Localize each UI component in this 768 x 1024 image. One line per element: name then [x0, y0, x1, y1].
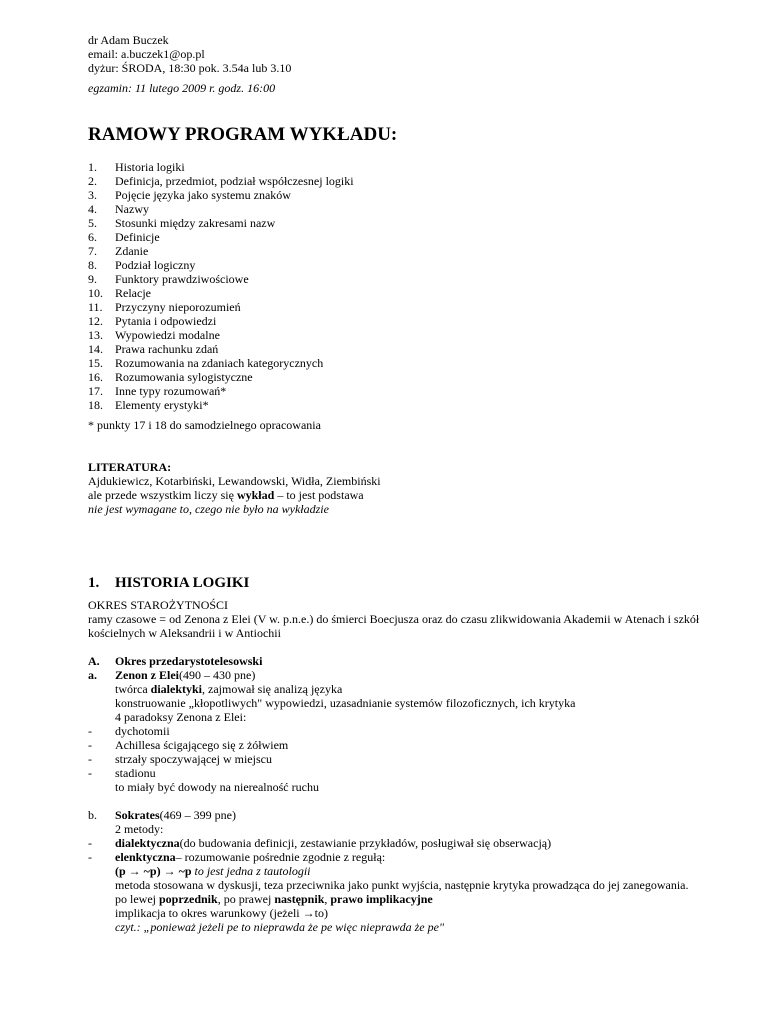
program-item-label: Funktory prawdziwościowe — [115, 272, 249, 286]
sokrates-methods: 2 metody: — [115, 822, 164, 836]
paradox-dash: - — [88, 724, 92, 738]
paradox-item — [88, 766, 708, 780]
zenon-l1-after: , zajmował się analizą języka — [202, 682, 343, 696]
paradox-label: strzały spoczywającej w miejscu — [115, 752, 272, 766]
program-item-label: Wypowiedzi modalne — [115, 328, 220, 342]
program-item-label: Stosunki między zakresami nazw — [115, 216, 276, 230]
program-item-label: Nazwy — [115, 202, 149, 216]
program-item-label: Rozumowania sylogistyczne — [115, 370, 253, 384]
method-2 — [88, 850, 708, 864]
program-item-number: 17. — [88, 384, 103, 398]
program-item-number: 13. — [88, 328, 103, 342]
section-number: 1. — [88, 575, 100, 591]
paradox-item — [88, 724, 708, 738]
program-item — [88, 300, 708, 314]
zenon-l1-bold: dialektyki — [150, 682, 203, 696]
zenon-l1-before: twórca — [115, 682, 151, 696]
program-item-number: 4. — [88, 202, 97, 216]
method-1 — [88, 836, 708, 850]
zenon-heading — [88, 668, 708, 682]
program-item-label: Definicja, przedmiot, podział współczesnej logiki — [115, 174, 354, 188]
terms-line — [88, 892, 708, 906]
program-list — [88, 160, 708, 412]
zenon-conclusion: to miały być dowody na nierealność ruchu — [115, 780, 319, 794]
program-item — [88, 174, 708, 188]
paradox-dash: - — [88, 752, 92, 766]
terms-1: po lewej — [115, 892, 159, 906]
sokrates-name: Sokrates — [115, 808, 160, 822]
program-item-label: Relacje — [115, 286, 151, 300]
program-item — [88, 230, 708, 244]
program-item-label: Zdanie — [115, 244, 149, 258]
program-item-number: 6. — [88, 230, 97, 244]
paradox-list — [88, 724, 708, 780]
program-item-label: Prawa rachunku zdań — [115, 342, 219, 356]
method-2-text: – rozumowanie pośrednie zgodnie z regułą: — [175, 850, 386, 864]
program-item-label: Rozumowania na zdaniach kategorycznych — [115, 356, 324, 370]
section-title: HISTORIA LOGIKI — [115, 575, 250, 591]
program-item — [88, 160, 708, 174]
method-1-text: (do budowania definicji, zestawianie przykładów, posługiwał się obserwacją) — [179, 836, 552, 850]
program-item-number: 7. — [88, 244, 97, 258]
program-item-number: 10. — [88, 286, 103, 300]
program-item — [88, 202, 708, 216]
paradox-label: stadionu — [115, 766, 156, 780]
term-antecedent: poprzednik — [159, 892, 218, 906]
sokrates-marker: b. — [88, 808, 97, 822]
program-item-label: Podział logiczny — [115, 258, 196, 272]
program-item-number: 1. — [88, 160, 97, 174]
program-item-label: Definicje — [115, 230, 160, 244]
zenon-line-3: 4 paradoksy Zenona z Elei: — [115, 710, 247, 724]
zenon-name: Zenon z Elei — [115, 668, 180, 682]
method-1-name: dialektyczna — [115, 836, 180, 850]
program-item — [88, 370, 708, 384]
program-item-label: Inne typy rozumowań* — [115, 384, 227, 398]
paradox-label: Achillesa ścigającego się z żółwiem — [115, 738, 289, 752]
program-item — [88, 314, 708, 328]
program-item-number: 16. — [88, 370, 103, 384]
literature-note — [88, 488, 708, 502]
program-item-number: 11. — [88, 300, 103, 314]
program-item — [88, 258, 708, 272]
formula-line — [88, 864, 708, 878]
timeframe-text: ramy czasowe = od Zenona z Elei (V w. p.n.e.) do śmierci Boecjusza oraz do czasu zlikwidowania Akademii w Atenach i szkół kościelnych w Aleksandrii i w Antiochii — [88, 612, 700, 640]
program-item-number: 5. — [88, 216, 97, 230]
sokrates-dates: (469 – 399 pne) — [159, 808, 236, 822]
reading-line: czyt.: „ponieważ jeżeli pe to nieprawda że pe więc nieprawda że pe" — [115, 920, 444, 934]
program-item-label: Historia logiki — [115, 160, 185, 174]
program-item — [88, 328, 708, 342]
program-item — [88, 398, 708, 412]
zenon-dates: (490 – 430 pne) — [179, 668, 256, 682]
program-item-label: Pojęcie języka jako systemu znaków — [115, 188, 291, 202]
literature-italic-note: nie jest wymagane to, czego nie było na wykładzie — [88, 502, 329, 516]
paradox-label: dychotomii — [115, 724, 170, 738]
method-2-dash: - — [88, 850, 92, 864]
subsection-a — [88, 654, 708, 668]
email-line: email: a.buczek1@op.pl — [88, 47, 205, 61]
literature-note-after: – to jest podstawa — [274, 488, 364, 502]
program-item — [88, 384, 708, 398]
literature-note-bold: wykład — [236, 488, 275, 502]
program-item-number: 18. — [88, 398, 103, 412]
program-title: RAMOWY PROGRAM WYKŁADU: — [88, 124, 398, 145]
sokrates-heading — [88, 808, 708, 822]
program-item — [88, 286, 708, 300]
zenon-line-2: konstruowanie „kłopotliwych" wypowiedzi, uzasadnianie systemów filozoficznych, ich krytyka — [115, 696, 576, 710]
program-item-label: Przyczyny nieporozumień — [115, 300, 241, 314]
method-description: metoda stosowana w dyskusji, teza przeciwnika jako punkt wyjścia, następnie krytyka prowadząca do jej zanegowania. — [115, 878, 689, 892]
formula: (p → ~p) → ~p — [115, 864, 192, 878]
literature-authors: Ajdukiewicz, Kotarbiński, Lewandowski, Widła, Ziembiński — [88, 474, 381, 488]
program-item — [88, 356, 708, 370]
exam-line: egzamin: 11 lutego 2009 r. godz. 16:00 — [88, 81, 276, 95]
subsection-a-title: Okres przedarystotelesowski — [115, 654, 263, 668]
method-1-dash: - — [88, 836, 92, 850]
term-consequent: następnik — [274, 892, 325, 906]
program-item-label: Elementy erystyki* — [115, 398, 209, 412]
program-item — [88, 342, 708, 356]
program-item — [88, 188, 708, 202]
program-item — [88, 272, 708, 286]
program-item-number: 8. — [88, 258, 97, 272]
terms-2: , po prawej — [217, 892, 275, 906]
method-2-name: elenktyczna — [115, 850, 176, 864]
program-item-number: 12. — [88, 314, 103, 328]
program-item — [88, 244, 708, 258]
program-item-number: 14. — [88, 342, 103, 356]
implication-line: implikacja to okres warunkowy (jeżeli →to) — [115, 906, 328, 920]
program-item — [88, 216, 708, 230]
paradox-item — [88, 752, 708, 766]
office-hours-line: dyżur: ŚRODA, 18:30 pok. 3.54a lub 3.10 — [88, 61, 292, 75]
literature-heading: LITERATURA: — [88, 460, 172, 474]
author-line: dr Adam Buczek — [88, 33, 169, 47]
term-law: prawo implikacyjne — [330, 892, 433, 906]
literature-note-text: ale przede wszystkim liczy się — [88, 488, 237, 502]
subsection-a-marker: A. — [88, 654, 100, 668]
program-footnote: * punkty 17 i 18 do samodzielnego opracowania — [88, 418, 321, 432]
paradox-dash: - — [88, 738, 92, 752]
paradox-item — [88, 738, 708, 752]
program-item-label: Pytania i odpowiedzi — [115, 314, 217, 328]
program-item-number: 3. — [88, 188, 97, 202]
zenon-line-1 — [88, 682, 708, 696]
era-heading: OKRES STAROŻYTNOŚCI — [88, 598, 229, 612]
section-heading — [88, 574, 708, 592]
program-item-number: 2. — [88, 174, 97, 188]
program-item-number: 9. — [88, 272, 97, 286]
program-item-number: 15. — [88, 356, 103, 370]
zenon-marker: a. — [88, 668, 97, 682]
formula-note: to jest jedna z tautologii — [191, 864, 311, 878]
terms-3: , — [324, 892, 331, 906]
paradox-dash: - — [88, 766, 92, 780]
